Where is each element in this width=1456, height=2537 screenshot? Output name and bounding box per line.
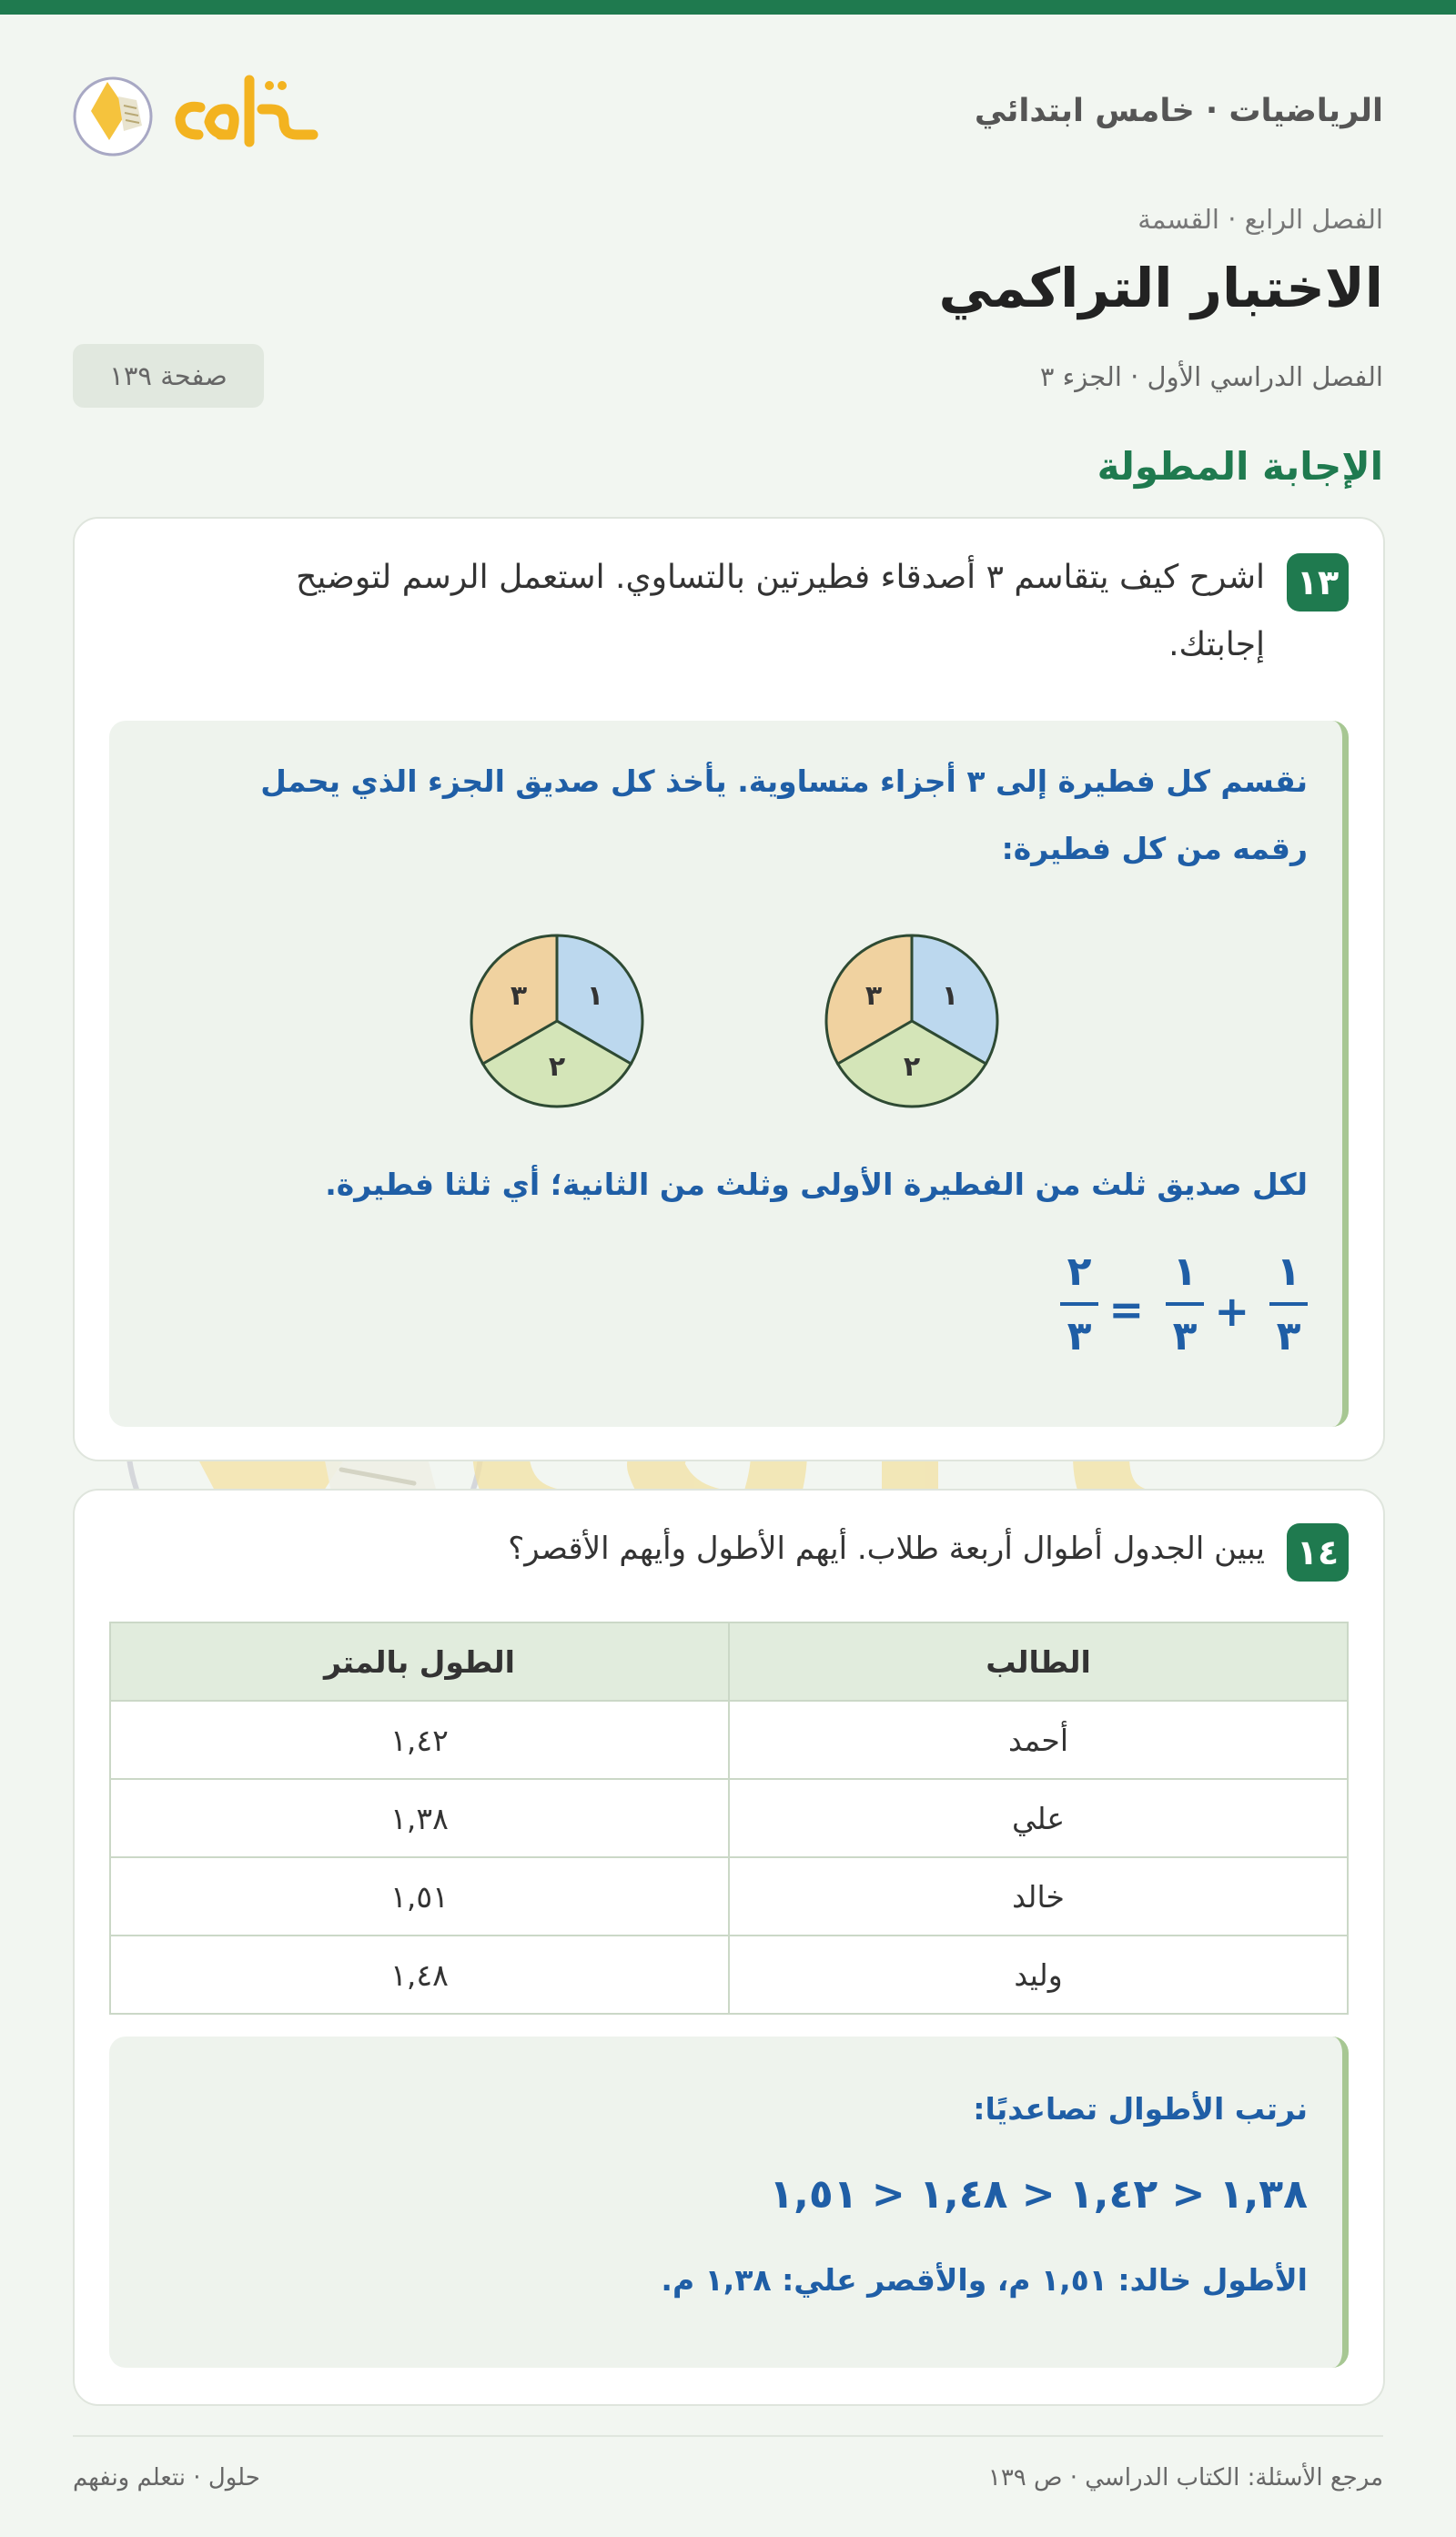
pie-2-label-1: ١ bbox=[586, 980, 604, 1012]
question-14-text: يبين الجدول أطوال أربعة طلاب. أيهم الأطول وأيهم الأقصر؟ bbox=[508, 1531, 1265, 1567]
fraction-2-denominator: ٣ bbox=[1172, 1313, 1198, 1359]
heights-table bbox=[109, 1622, 1349, 2015]
section-title: الإجابة المطولة bbox=[1097, 444, 1383, 489]
answer-14-intro: نرتب الأطوال تصاعديًا: bbox=[973, 2091, 1308, 2127]
fraction-3-numerator: ٢ bbox=[1067, 1248, 1092, 1295]
logo-icon bbox=[71, 64, 326, 164]
student-height: ١,٥١ bbox=[110, 1857, 729, 1936]
footer-reference: مرجع الأسئلة: الكتاب الدراسي · ص ١٣٩ bbox=[987, 2464, 1383, 2492]
pie-chart-2 bbox=[466, 930, 648, 1112]
pie-chart-1 bbox=[821, 930, 1003, 1112]
semester-label: الفصل الدراسي الأول · الجزء ٣ bbox=[1039, 361, 1383, 392]
student-height: ١,٤٨ bbox=[110, 1936, 729, 2014]
answer-13-conclusion: لكل صديق ثلث من الفطيرة الأولى وثلث من الثانية؛ أي ثلثا فطيرة. bbox=[325, 1167, 1308, 1202]
pie-2-label-3: ٣ bbox=[510, 980, 528, 1012]
answer-14-ordering: ١,٣٨ < ١,٤٢ < ١,٤٨ < ١,٥١ bbox=[769, 2171, 1308, 2218]
question-13-card bbox=[73, 517, 1385, 1461]
subject-label: الرياضيات · خامس ابتدائي bbox=[974, 93, 1383, 129]
question-13-answer-box bbox=[109, 721, 1349, 1427]
chapter-label: الفصل الرابع · القسمة bbox=[1138, 204, 1383, 235]
fraction-bar bbox=[1269, 1302, 1308, 1306]
question-14-card bbox=[73, 1489, 1385, 2406]
top-accent-bar bbox=[0, 0, 1456, 15]
fraction-2-numerator: ١ bbox=[1172, 1248, 1198, 1295]
fraction-3 bbox=[1060, 1248, 1098, 1359]
column-header-height: الطول بالمتر bbox=[110, 1622, 729, 1701]
table-row bbox=[110, 1857, 1348, 1936]
table-header-row bbox=[110, 1622, 1348, 1701]
fraction-bar bbox=[1060, 1302, 1098, 1306]
question-14-answer-box bbox=[109, 2037, 1349, 2368]
student-name: أحمد bbox=[729, 1701, 1348, 1779]
question-number-badge: ١٤ bbox=[1287, 1523, 1349, 1582]
pie-1-label-2: ٢ bbox=[903, 1051, 921, 1083]
fraction-2 bbox=[1166, 1248, 1204, 1359]
pie-1-label-1: ١ bbox=[941, 980, 959, 1012]
fraction-bar bbox=[1166, 1302, 1204, 1306]
student-name: علي bbox=[729, 1779, 1348, 1857]
question-number-badge: ١٣ bbox=[1287, 553, 1349, 612]
table-row bbox=[110, 1936, 1348, 2014]
student-height: ١,٤٢ bbox=[110, 1701, 729, 1779]
table-row bbox=[110, 1701, 1348, 1779]
column-header-student: الطالب bbox=[729, 1622, 1348, 1701]
student-name: وليد bbox=[729, 1936, 1348, 2014]
fraction-3-denominator: ٣ bbox=[1067, 1313, 1092, 1359]
footer-divider bbox=[73, 2435, 1383, 2437]
footer-brand: حلول · نتعلم ونفهم bbox=[73, 2464, 260, 2492]
equals-sign: = bbox=[1108, 1285, 1144, 1334]
fraction-1 bbox=[1269, 1248, 1308, 1359]
pie-2-label-2: ٢ bbox=[548, 1051, 566, 1083]
fraction-1-denominator: ٣ bbox=[1276, 1313, 1301, 1359]
page-number-badge: صفحة ١٣٩ bbox=[73, 344, 264, 408]
brand-logo[interactable] bbox=[71, 64, 326, 164]
answer-13-intro: نقسم كل فطيرة إلى ٣ أجزاء متساوية. يأخذ كل صديق الجزء الذي يحمل رقمه من كل فطيرة: bbox=[260, 763, 1308, 866]
pie-1-label-3: ٣ bbox=[864, 980, 883, 1012]
table-row bbox=[110, 1779, 1348, 1857]
student-name: خالد bbox=[729, 1857, 1348, 1936]
question-13-text: اشرح كيف يتقاسم ٣ أصدقاء فطيرتين بالتساوي. استعمل الرسم لتوضيح إجابتك. bbox=[296, 559, 1265, 663]
student-height: ١,٣٨ bbox=[110, 1779, 729, 1857]
answer-14-conclusion: الأطول خالد: ١,٥١ م، والأقصر علي: ١,٣٨ م. bbox=[661, 2262, 1308, 2298]
page-title: الاختبار التراكمي bbox=[938, 257, 1383, 319]
fraction-1-numerator: ١ bbox=[1276, 1248, 1301, 1295]
plus-sign: + bbox=[1214, 1287, 1249, 1336]
